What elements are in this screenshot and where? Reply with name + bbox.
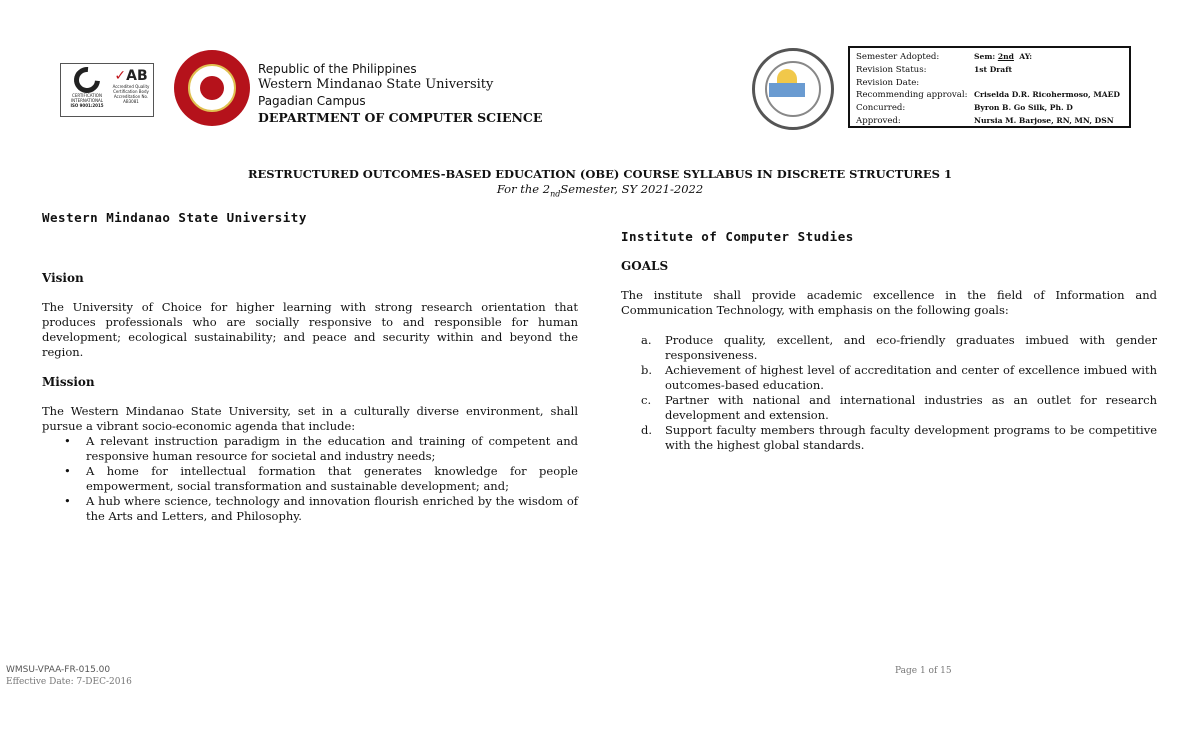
check-icon: ✓AB bbox=[114, 68, 148, 84]
form-code: WMSU-VPAA-FR-015.00 bbox=[6, 665, 111, 675]
accreditation-mark bbox=[111, 68, 151, 114]
institution-block bbox=[258, 62, 542, 126]
campus-line: Pagadian Campus bbox=[258, 94, 366, 108]
info-row-concurred: Concurred: Byron B. Go Silk, Ph. D bbox=[856, 103, 1073, 114]
goals-heading: GOALS bbox=[621, 259, 669, 273]
university-line: Western Mindanao State University bbox=[258, 77, 494, 92]
republic-line: Republic of the Philippines bbox=[258, 62, 417, 76]
goals-intro: The institute shall provide academic excellence in the field of Information and Communication Technology, with emphasis on the following goals: bbox=[621, 288, 1157, 317]
list-item: • A hub where science, technology and innovation flourish enriched by the wisdom of the Arts and Letters, and Philosophy. bbox=[42, 494, 578, 524]
vision-heading: Vision bbox=[42, 271, 84, 285]
info-row-revision-status: Revision Status: 1st Draft bbox=[856, 64, 1012, 75]
syllabus-title: RESTRUCTURED OUTCOMES-BASED EDUCATION (OBE) COURSE SYLLABUS IN DISCRETE STRUCTURES 1 bbox=[247, 167, 952, 181]
info-row-recommending: Recommending approval: Criselda D.R. Ricohermoso, MAED bbox=[856, 90, 1120, 101]
page-number: Page 1 of 15 bbox=[895, 666, 952, 676]
certification-logo bbox=[60, 63, 154, 117]
info-row-approved: Approved: Nursia M. Barjose, RN, MN, DSN bbox=[856, 115, 1114, 126]
syllabus-subtitle: For the $2_{nd}Semester$, SY 2021-2022 bbox=[496, 182, 704, 199]
mission-list bbox=[42, 434, 578, 524]
list-item: • A relevant instruction paradigm in the education and training of competent and responsive human resource for societal and industry needs; bbox=[42, 434, 578, 464]
institute-column bbox=[621, 229, 1157, 453]
vision-text: The University of Choice for higher learning with strong research orientation that produces professionals who are socially responsive to and responsible for human development; ecological sustainability; and peace and security within and beyond the region. bbox=[42, 300, 578, 359]
approval-info-box bbox=[848, 46, 1131, 128]
list-item: c. Partner with national and international industries as an outlet for research development and extension. bbox=[641, 393, 1157, 422]
accreditation-text: Accredited Quality Certification Body Accreditation No. AB3081 bbox=[112, 84, 150, 104]
list-item: b. Achievement of highest level of accreditation and center of excellence imbued with outcomes-based education. bbox=[641, 363, 1157, 392]
list-item: a. Produce quality, excellent, and eco-friendly graduates imbued with gender responsiveness. bbox=[641, 333, 1157, 362]
cert-brand: CERTIFICATION INTERNATIONAL bbox=[70, 93, 104, 103]
effective-date: Effective Date: 7-DEC-2016 bbox=[6, 677, 132, 687]
external-studies-seal-logo bbox=[752, 48, 834, 130]
institute-heading: Institute of Computer Studies bbox=[621, 229, 854, 244]
info-row-semester: Semester Adopted: Sem: 2nd AY: bbox=[856, 52, 1033, 62]
cert-international-mark bbox=[65, 67, 109, 115]
university-column bbox=[42, 210, 578, 524]
list-item: • A home for intellectual formation that generates knowledge for people empowerment, social transformation and sustainable development; and; bbox=[42, 464, 578, 494]
info-row-revision-date: Revision Date: bbox=[856, 77, 920, 88]
mission-intro: The Western Mindanao State University, set in a culturally diverse environment, shall pursue a vibrant socio-economic agenda that include: bbox=[42, 404, 578, 433]
department-line: DEPARTMENT OF COMPUTER SCIENCE bbox=[258, 110, 543, 125]
mission-heading: Mission bbox=[42, 375, 95, 389]
wmsu-seal-logo bbox=[174, 50, 250, 126]
cert-iso: ISO 9001:2015 bbox=[70, 103, 104, 108]
goals-list bbox=[621, 333, 1157, 453]
list-item: d. Support faculty members through faculty development programs to be competitive with the highest global standards. bbox=[641, 423, 1157, 452]
university-heading: Western Mindanao State University bbox=[42, 210, 307, 225]
